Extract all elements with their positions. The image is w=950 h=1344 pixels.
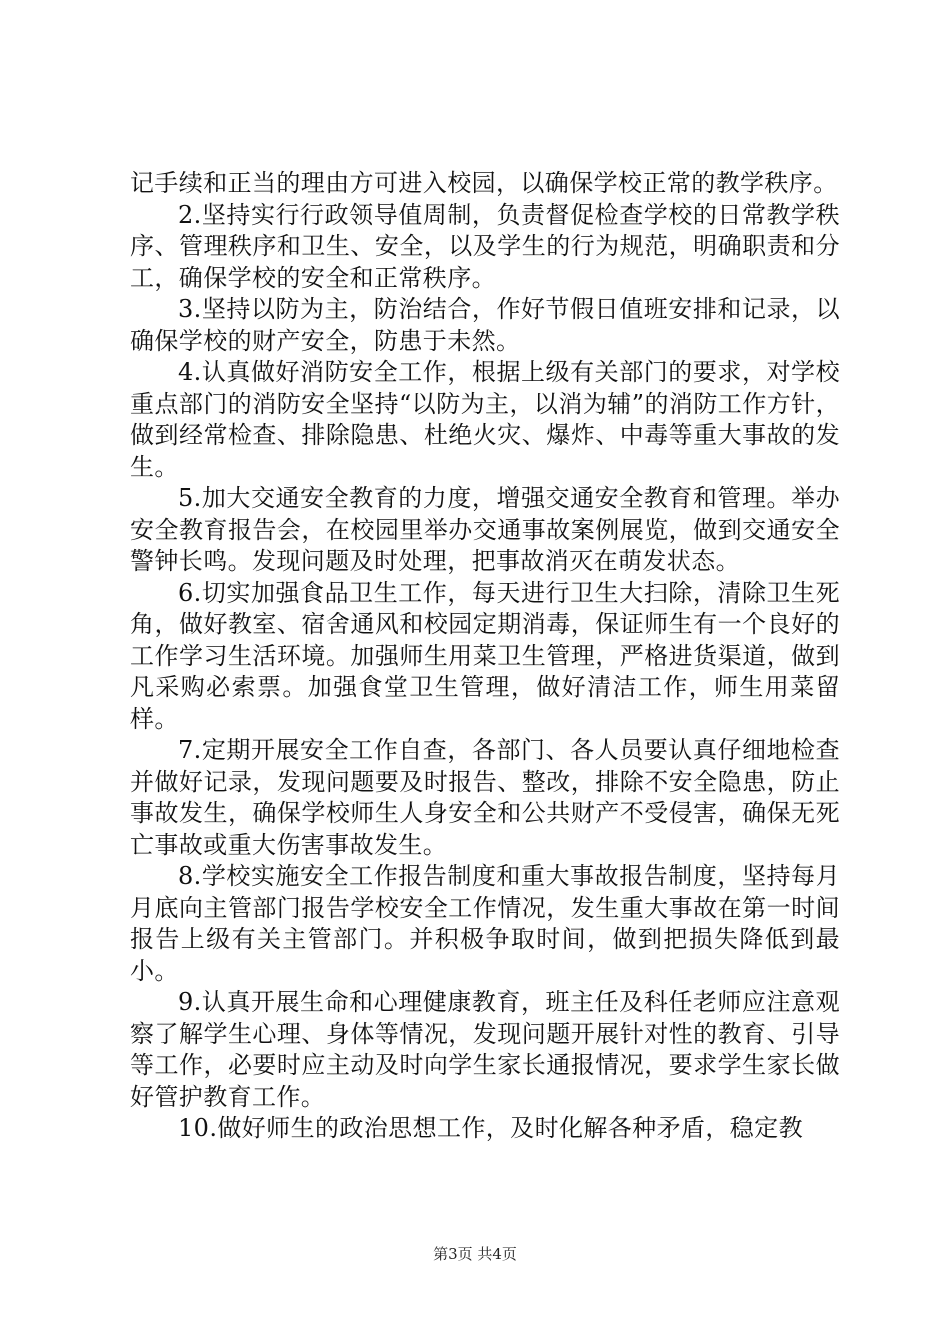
paragraph-item-9: 9.认真开展生命和心理健康教育，班主任及科任老师应注意观察了解学生心理、身体等情况，发现问题开展针对性的教育、引导等工作，必要时应主动及时向学生家长通报情况，要求学生家长做好管护教育工作。 [130, 988, 840, 1111]
paragraph-item-8: 8.学校实施安全工作报告制度和重大事故报告制度，坚持每月月底向主管部门报告学校安全工作情况，发生重大事故在第一时间报告上级有关主管部门。并积极争取时间，做到把损失降低到最小。 [130, 862, 840, 985]
paragraph-item-4: 4.认真做好消防安全工作，根据上级有关部门的要求，对学校重点部门的消防安全坚持“以防为主，以消为辅”的消防工作方针，做到经常检查、排除隐患、杜绝火灾、爆炸、中毒等重大事故的发生。 [130, 358, 840, 481]
paragraph-item-5: 5.加大交通安全教育的力度，增强交通安全教育和管理。举办安全教育报告会，在校园里举办交通事故案例展览，做到交通安全警钟长鸣。发现问题及时处理，把事故消灭在萌发状态。 [130, 484, 840, 575]
page-number-footer: 第3页 共4页 [433, 1245, 517, 1263]
document-body [130, 168, 840, 1145]
paragraph-item-7: 7.定期开展安全工作自查，各部门、各人员要认真仔细地检查并做好记录，发现问题要及时报告、整改，排除不安全隐患，防止事故发生，确保学校师生人身安全和公共财产不受侵害，确保无死亡事故或重大伤害事故发生。 [130, 736, 840, 859]
paragraph-item-3: 3.坚持以防为主，防治结合，作好节假日值班安排和记录，以确保学校的财产安全，防患于未然。 [130, 295, 840, 355]
paragraph-continuation: 记手续和正当的理由方可进入校园，以确保学校正常的教学秩序。 [130, 169, 838, 197]
paragraph-item-6: 6.切实加强食品卫生工作，每天进行卫生大扫除，清除卫生死角，做好教室、宿舍通风和校园定期消毒，保证师生有一个良好的工作学习生活环境。加强师生用菜卫生管理，严格进货渠道，做到凡采购必索票。加强食堂卫生管理，做好清洁工作，师生用菜留样。 [130, 578, 840, 733]
paragraph-item-2: 2.坚持实行行政领导值周制，负责督促检查学校的日常教学秩序、管理秩序和卫生、安全，以及学生的行为规范，明确职责和分工，确保学校的安全和正常秩序。 [130, 200, 840, 292]
paragraph-item-10: 10.做好师生的政治思想工作，及时化解各种矛盾，稳定教 [178, 1114, 803, 1142]
